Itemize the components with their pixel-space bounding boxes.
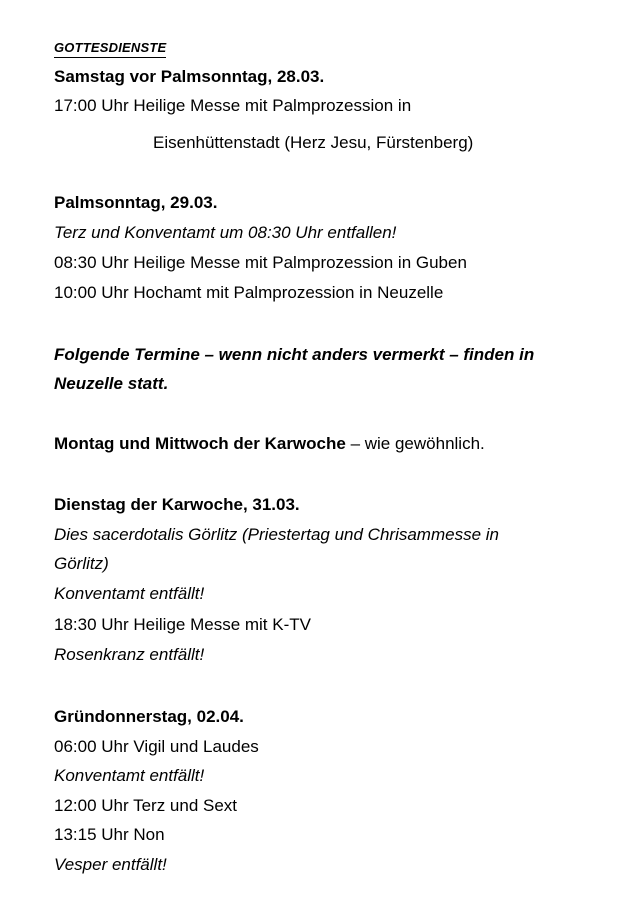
dienstag-note-1: Dies sacerdotalis Görlitz (Priestertag und Chrisammesse in bbox=[54, 525, 499, 544]
gruendonnerstag-note-1: Konventamt entfällt! bbox=[54, 766, 205, 785]
gruendonnerstag-line-1: 06:00 Uhr Vigil und Laudes bbox=[54, 737, 259, 756]
samstag-title: Samstag vor Palmsonntag, 28.03. bbox=[54, 67, 325, 86]
palmsonntag-line-1: 08:30 Uhr Heilige Messe mit Palmprozession in Guben bbox=[54, 253, 467, 272]
dienstag-line-1: 18:30 Uhr Heilige Messe mit K-TV bbox=[54, 615, 311, 634]
dienstag-title: Dienstag der Karwoche, 31.03. bbox=[54, 495, 300, 514]
samstag-line-1: 17:00 Uhr Heilige Messe mit Palmprozession in bbox=[54, 96, 412, 115]
hinweis-line-1: Folgende Termine – wenn nicht anders vermerkt – finden in bbox=[54, 345, 535, 364]
dienstag-note-4: Rosenkranz entfällt! bbox=[54, 645, 205, 664]
palmsonntag-line-2: 10:00 Uhr Hochamt mit Palmprozession in Neuzelle bbox=[54, 283, 444, 302]
section-heading: GOTTESDIENSTE bbox=[54, 40, 166, 58]
montag-line bbox=[54, 433, 485, 455]
dienstag-note-3: Konventamt entfällt! bbox=[54, 584, 205, 603]
hinweis-line-2: Neuzelle statt. bbox=[54, 374, 169, 393]
dienstag-note-2: Görlitz) bbox=[54, 554, 109, 573]
montag-rest: – wie gewöhnlich. bbox=[345, 434, 485, 453]
palmsonntag-note: Terz und Konventamt um 08:30 Uhr entfallen! bbox=[54, 223, 397, 242]
gruendonnerstag-line-3: 13:15 Uhr Non bbox=[54, 825, 165, 844]
montag-title: Montag und Mittwoch der Karwoche bbox=[54, 434, 346, 453]
samstag-line-2: Eisenhüttenstadt (Herz Jesu, Fürstenberg) bbox=[153, 133, 474, 152]
palmsonntag-title: Palmsonntag, 29.03. bbox=[54, 193, 218, 212]
gruendonnerstag-line-2: 12:00 Uhr Terz und Sext bbox=[54, 796, 238, 815]
gruendonnerstag-note-2: Vesper entfällt! bbox=[54, 855, 167, 874]
gruendonnerstag-title: Gründonnerstag, 02.04. bbox=[54, 707, 244, 726]
